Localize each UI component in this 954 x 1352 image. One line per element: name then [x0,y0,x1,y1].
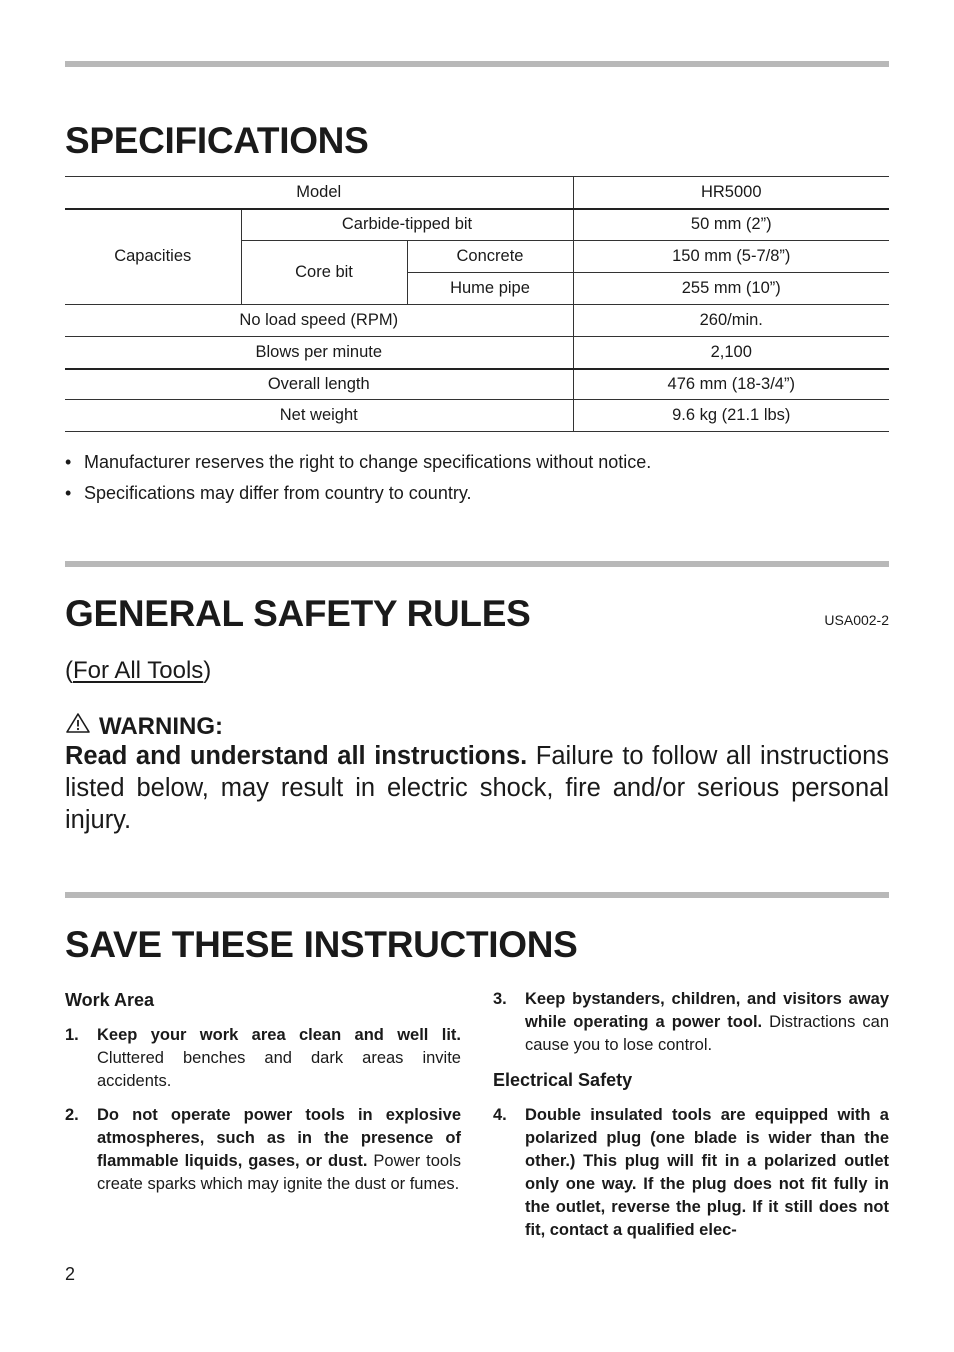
spec-label: Overall length [65,369,573,400]
spec-label: Model [65,177,573,209]
spec-value: 2,100 [573,337,889,369]
table-row [65,369,889,400]
spec-value: 255 mm (10”) [573,273,889,305]
item-text: Cluttered benches and dark areas invite accidents. [97,1049,461,1090]
table-row [65,337,889,369]
spec-value: HR5000 [573,177,889,209]
warning-text [65,740,889,836]
subtitle-paren: ( [65,657,73,684]
list-item: • Specifications may differ from country to country. [65,481,889,512]
left-column [65,988,461,1207]
item-text: Distractions can cause you to lose control. [525,1013,889,1054]
item-text: Power tools create sparks which may ignite the dust or fumes. [97,1152,461,1193]
spec-label: Net weight [65,400,573,432]
specifications-title: SPECIFICATIONS [65,120,369,161]
item-number: 3. [493,990,507,1008]
list-item [65,1024,461,1093]
save-instructions-title: SAVE THESE INSTRUCTIONS [65,924,578,965]
spec-label: Capacities [65,209,241,305]
subtitle-text: For All Tools [73,657,204,684]
warning-bold: Read and understand all instructions. [65,742,528,770]
section-divider [65,61,889,67]
subtitle-paren: ) [203,657,212,684]
spec-value: 9.6 kg (21.1 lbs) [573,400,889,432]
spec-label: Hume pipe [407,273,573,305]
table-row [65,177,889,209]
item-bold: Keep your work area clean and well lit. [97,1026,461,1044]
warning-triangle-icon [65,712,91,741]
work-area-heading: Work Area [65,990,155,1010]
specifications-table [65,176,889,432]
list-item [65,1104,461,1196]
electrical-safety-heading: Electrical Safety [493,1070,633,1090]
list-item [493,1104,889,1242]
item-bold: Keep bystanders, children, and visitors away while operating a power tool. [525,990,889,1031]
section-divider [65,892,889,898]
item-bold: Double insulated tools are equipped with a polarized plug (one blade is wider than the other.) This plug will fit in a polarized outlet only one way. If the plug does not fit fully in the outlet, reverse the plug. If it still does not fit, contact a qualified elec- [525,1106,889,1239]
item-number: 4. [493,1106,507,1124]
list-item: • Manufacturer reserves the right to change specifications without notice. [65,450,889,481]
warning-body-text: Failure to follow all instructions listed below, may result in electric shock, fire and/or serious personal injury. [65,742,889,834]
spec-value: 476 mm (18-3/4”) [573,369,889,400]
spec-label: Core bit [241,241,407,305]
warning-heading [65,712,223,741]
spec-label: Blows per minute [65,337,573,369]
specification-notes [65,450,889,512]
item-number: 2. [65,1106,79,1124]
spec-value: 50 mm (2”) [573,209,889,241]
spec-value: 260/min. [573,305,889,337]
spec-label: Carbide-tipped bit [241,209,573,241]
table-row [65,305,889,337]
right-column [493,988,889,1253]
spec-label: No load speed (RPM) [65,305,573,337]
document-code: USA002-2 [824,612,889,628]
list-item [493,988,889,1057]
table-row [65,209,889,241]
section-divider [65,561,889,567]
warning-label: WARNING: [99,712,223,740]
item-bold: Do not operate power tools in explosive atmospheres, such as in the presence of flammable liquids, gases, or dust. [97,1106,461,1170]
spec-label: Concrete [407,241,573,273]
safety-subtitle [65,657,211,685]
item-number: 1. [65,1026,79,1044]
table-row [65,400,889,432]
page-number: 2 [65,1264,76,1284]
spec-value: 150 mm (5-7/8”) [573,241,889,273]
safety-title: GENERAL SAFETY RULES [65,593,531,634]
